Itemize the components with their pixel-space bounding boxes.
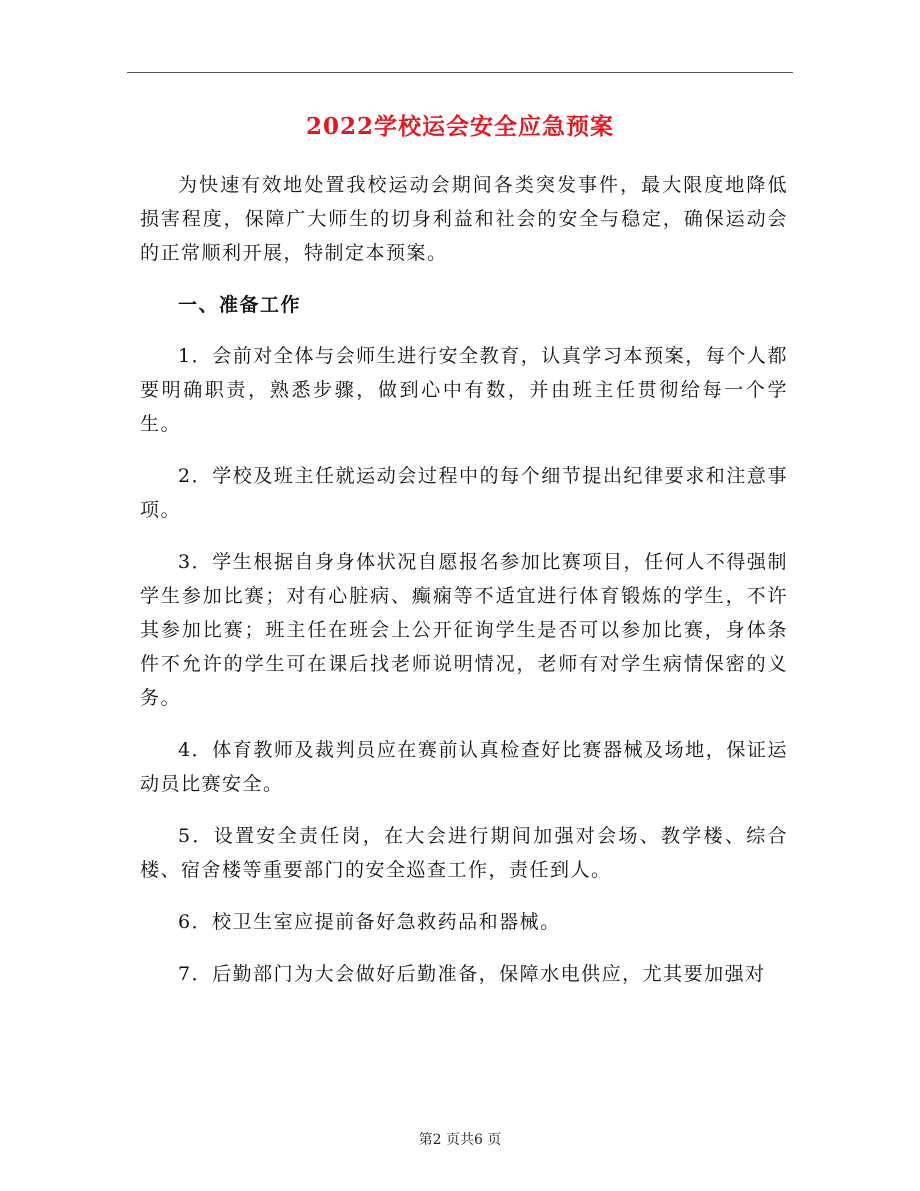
- list-item-1: 1．会前对全体与会师生进行安全教育，认真学习本预案，每个人都要明确职责，熟悉步骤，做到心中有数，并由班主任贯彻给每一个学生。: [140, 345, 788, 435]
- list-item-7: 7．后勤部门为大会做好后勤准备，保障水电供应，尤其要加强对: [178, 963, 766, 985]
- list-item-4: 4．体育教师及裁判员应在赛前认真检查好比赛器械及场地，保证运动员比赛安全。: [140, 739, 788, 795]
- intro-paragraph: 为快速有效地处置我校运动会期间各类突发事件，最大限度地降低损害程度，保障广大师生的切身利益和社会的安全与稳定，确保运动会的正常顺利开展，特制定本预案。: [140, 174, 788, 264]
- list-item-5: 5．设置安全责任岗，在大会进行期间加强对会场、教学楼、综合楼、宿舍楼等重要部门的安全巡查工作，责任到人。: [140, 825, 788, 881]
- list-item-3: 3．学生根据自身身体状况自愿报名参加比赛项目，任何人不得强制学生参加比赛；对有心脏病、癫痫等不适宜进行体育锻炼的学生，不许其参加比赛；班主任在班会上公开征询学生是否可以参加比赛，身体条件不允许的学生可在课后找老师说明情况，老师有对学生病情保密的义务。: [140, 551, 788, 709]
- document-body: [140, 168, 788, 1009]
- header-rule: [127, 72, 793, 73]
- section-heading-preparation: 一、准备工作: [178, 294, 302, 316]
- document-title: 2022学校运会安全应急预案: [305, 113, 614, 140]
- list-item-2: 2．学校及班主任就运动会过程中的每个细节提出纪律要求和注意事项。: [140, 465, 788, 521]
- page-number: 第2 页共6 页: [418, 1132, 502, 1148]
- list-item-6: 6．校卫生室应提前备好急救药品和器械。: [178, 911, 561, 933]
